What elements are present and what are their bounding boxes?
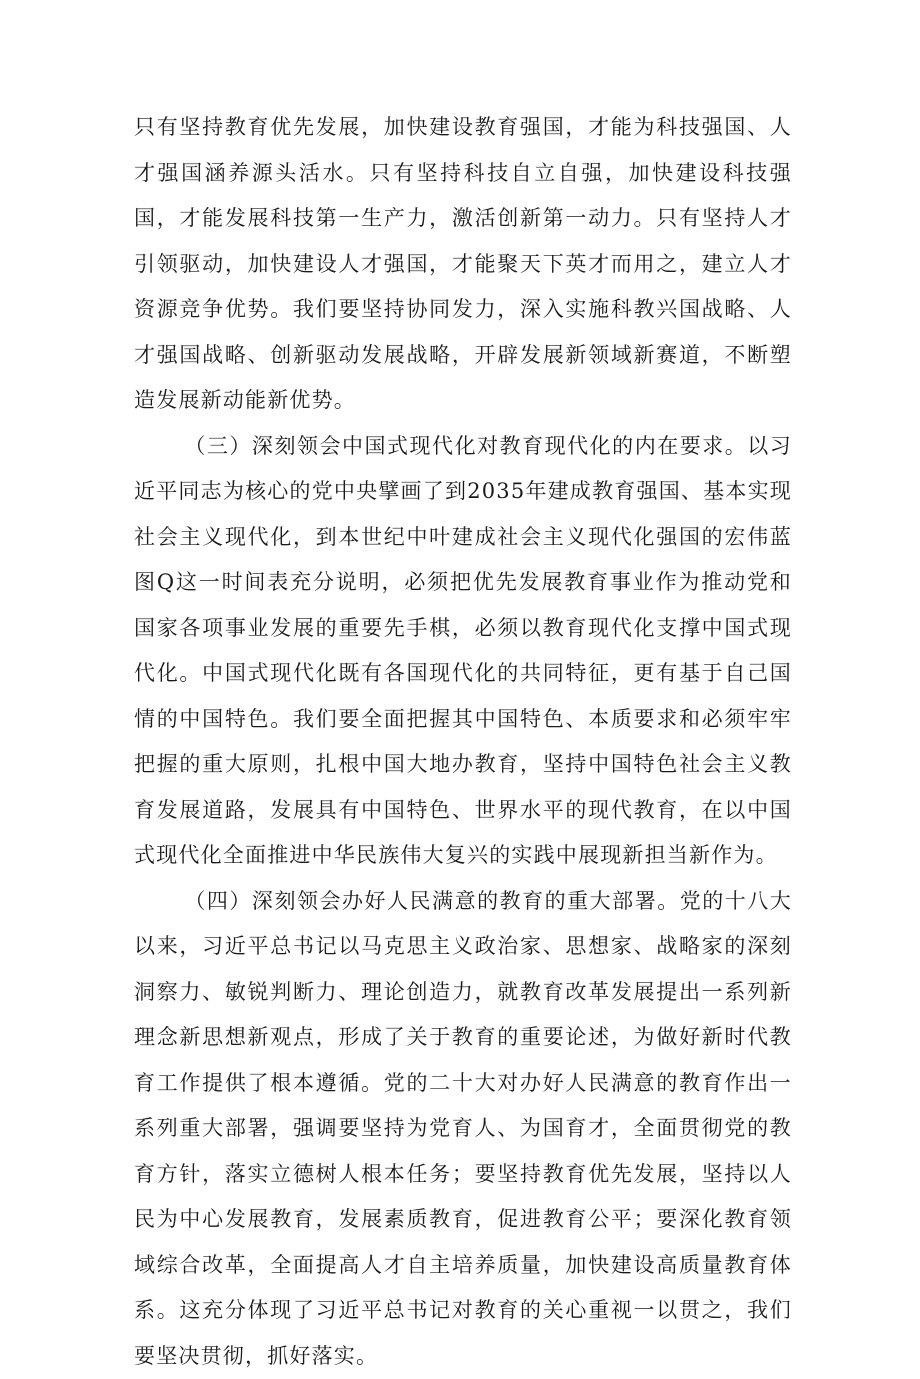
paragraph-section-four: （四）深刻领会办好人民满意的教育的重大部署。党的十八大以来，习近平总书记以马克思主义政治家、思想家、战略家的深刻洞察力、敏锐判断力、理论创造力，就教育改革发展提出一系列新理念新思想新观点，形成了关于教育的重要论述，为做好新时代教育工作提供了根本遵循。党的二十大对办好人民满意的教育作出一系列重大部署，强调要坚持为党育人、为国育才，全面贯彻党的教育方针，落实立德树人根本任务；要坚持教育优先发展，坚持以人民为中心发展教育，发展素质教育，促进教育公平；要深化教育领域综合改革，全面提高人才自主培养质量，加快建设高质量教育体系。这充分体现了习近平总书记对教育的关心重视一以贯之，我们要坚决贯彻，抓好落实。 <box>134 879 792 1379</box>
paragraph-continuation: 只有坚持教育优先发展，加快建设教育强国，才能为科技强国、人才强国涵养源头活水。只有坚持科技自立自强，加快建设科技强国，才能发展科技第一生产力，激活创新第一动力。只有坚持人才引领驱动，加快建设人才强国，才能聚天下英才而用之，建立人才资源竞争优势。我们要坚持协同发力，深入实施科教兴国战略、人才强国战略、创新驱动发展战略，开辟发展新领域新赛道，不断塑造发展新动能新优势。 <box>134 105 792 424</box>
document-body <box>134 105 792 1379</box>
paragraph-section-three: （三）深刻领会中国式现代化对教育现代化的内在要求。以习近平同志为核心的党中央擘画了到2035年建成教育强国、基本实现社会主义现代化，到本世纪中叶建成社会主义现代化强国的宏伟蓝图Q这一时间表充分说明，必须把优先发展教育事业作为推动党和国家各项事业发展的重要先手棋，必须以教育现代化支撑中国式现代化。中国式现代化既有各国现代化的共同特征，更有基于自己国情的中国特色。我们要全面把握其中国特色、本质要求和必须牢牢把握的重大原则，扎根中国大地办教育，坚持中国特色社会主义教育发展道路，发展具有中国特色、世界水平的现代教育，在以中国式现代化全面推进中华民族伟大复兴的实践中展现新担当新作为。 <box>134 424 792 879</box>
